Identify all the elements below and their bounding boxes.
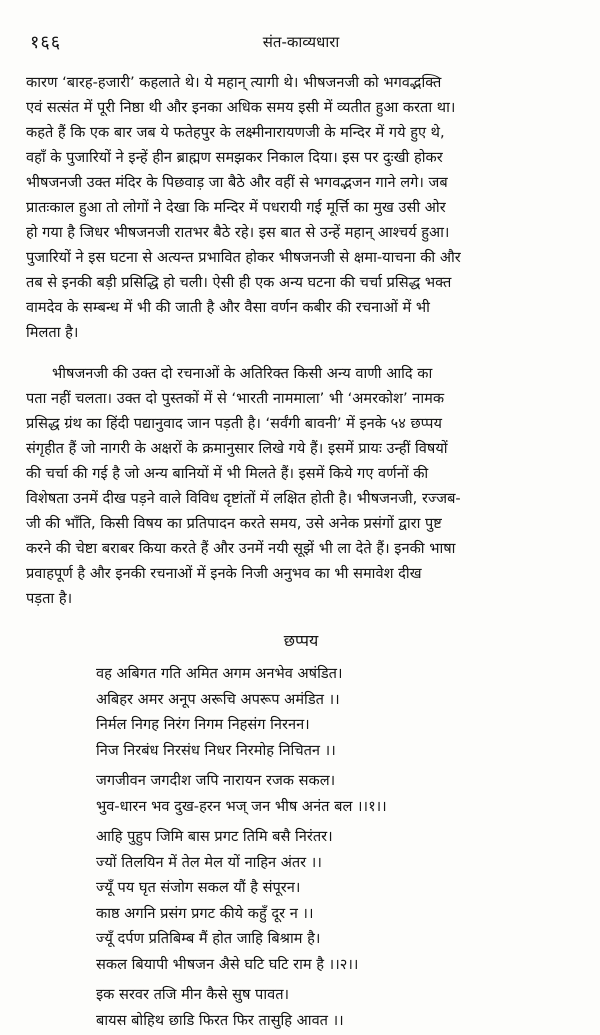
verse-line: ज्यूँ पय घृत संजोग सकल यौं है संपूरन। — [96, 879, 301, 896]
page-header — [26, 30, 576, 60]
verse-line: काष्ठ अगनि प्रसंग प्रगट कीये कहुँ दूर न ।। — [96, 904, 314, 922]
text-line: जी की भाँति, किसी विषय का प्रतिपादन करते समय, उसे अनेक प्रसंगों द्वारा पुष्ट — [26, 515, 442, 532]
verse-line: इक सरवर तजि मीन कैसे सुष पावत। — [96, 986, 290, 1003]
text-line: हो गया है जिधर भीषजनजी रातभर बैठे रहे। इस बात से उन्हें महान् आश्चर्य हुआ। — [26, 224, 450, 241]
text-line: वहाँ के पुजारियों ने इन्हें हीन ब्राह्मण समझकर निकाल दिया। इस पर दुःखी होकर — [26, 149, 443, 166]
text-line: मिलता है। — [26, 324, 79, 341]
verse-line: बायस बोहिथ छाडि फिरत फिर तासुहि आवत ।। — [96, 1011, 344, 1029]
stanza-2 — [96, 768, 576, 819]
text-line: विशेषता उनमें दीख पड़ने वाले विविध दृष्टांतों में लक्षित होती है। भीषजनजी, रज्जब- — [26, 490, 461, 507]
text-line: प्रवाहपूर्ण है और इनकी रचनाओं में इनके निजी अनुभव का भी समावेश दीख — [26, 565, 422, 582]
verse-line: आहि पुहुप जिमि बास प्रगट तिमि बसै निरंतर। — [96, 828, 333, 845]
stanza-3 — [96, 824, 576, 977]
verse-line: ज्यूँ दर्पण प्रतिबिम्ब मैं होत जाहि बिश्राम है। — [96, 930, 321, 947]
text-line: की चर्चा की गई है जो अन्य बानियों में भी मिलते हैं। इसमें किये गए वर्णनों की — [26, 465, 429, 482]
verse-block — [96, 661, 576, 1033]
text-line: भीषजनजी उक्त मंदिर के पिछवाड़ जा बैठे और वहीं से भगवद्भजन गाने लगे। जब — [26, 174, 448, 191]
text-line: करने की चेष्टा बराबर किया करते हैं और उनमें नयी सूझें भी ला देते हैं। इनकी भाषा — [26, 540, 456, 557]
verse-line: अबिहर अमर अनूप अरूचि अपरूप अमंडित ।। — [96, 690, 340, 708]
text-line: पड़ता है। — [26, 590, 73, 607]
paragraph-2 — [26, 361, 576, 611]
running-title: संत-काव्यधारा — [262, 33, 340, 51]
text-line: वामदेव के सम्बन्ध में भी की जाती है और वैसा वर्णन कबीर की रचनाओं में भी — [26, 299, 430, 316]
verse-line: वह अबिगत गति अमित अगम अनभेव अषंडित। — [96, 665, 343, 682]
text-line: कारण ‘बारह-हजारी’ कहलाते थे। ये महान् त्यागी थे। भीषजनजी को भगवद्भक्ति — [26, 74, 442, 91]
paragraph-1 — [26, 70, 576, 345]
text-line: कहते हैं कि एक बार जब ये फतेहपुर के लक्ष्मीनारायणजी के मन्दिर में गये हुए थे, — [26, 124, 445, 141]
text-line: पता नहीं चलता। उक्त दो पुस्तकों में से ‘भारती नाममाला’ भी ‘अमरकोश’ नामक — [26, 390, 445, 407]
text-line: संगृहीत हैं जो नागरी के अक्षरों के क्रमानुसार लिखे गये हैं। इसमें प्रायः उन्हीं विषयों — [26, 440, 448, 457]
verse-line: जगजीवन जगदीश जपि नारायन रजक सकल। — [96, 772, 336, 789]
verse-line: भुव-धारन भव दुख-हरन भज् जन भीष अनंत बल ।।१।। — [96, 797, 387, 815]
text-line: प्रातःकाल हुआ तो लोगों ने देखा कि मन्दिर में पधरायी गई मूर्त्ति का मुख उसी ओर — [26, 199, 446, 216]
verse-line: निर्मल निगह निरंग निगम निहसंग निरनन। — [96, 716, 310, 733]
text-line: भीषजनजी की उक्त दो रचनाओं के अतिरिक्त किसी अन्य वाणी आदि का — [52, 365, 433, 382]
verse-line: सकल बियापी भीषजन अैसे घटि घटि राम है ।।२।। — [96, 955, 359, 973]
text-line: एवं सत्संत में पूरी निष्ठा थी और इनका अधिक समय इसी में व्यतीत हुआ करता था। — [26, 99, 456, 116]
verse-line: निज निरबंध निरसंध निधर निरमोह निचितन ।। — [96, 741, 336, 759]
text-line: पुजारियों ने इस घटना से अत्यन्त प्रभावित होकर भीषजनजी से क्षमा-याचना की और — [26, 249, 461, 266]
verse-line: ज्यों तिलयिन में तेल मेल यों नाहिन अंतर ।। — [96, 853, 322, 871]
section-heading: छप्पय — [283, 631, 319, 650]
stanza-1 — [96, 661, 576, 763]
stanza-4 — [96, 982, 576, 1033]
text-line: तब से इनकी बड़ी प्रसिद्धि हो चली। ऐसी ही एक अन्य घटना की चर्चा प्रसिद्ध भक्त — [26, 274, 452, 291]
page-number: १६६ — [30, 32, 62, 53]
text-line: प्रसिद्ध ग्रंथ का हिंदी पद्यानुवाद जान पड़ती है। ‘सर्वंगी बावनी’ में इनके ५४ छप्पय — [26, 415, 442, 432]
